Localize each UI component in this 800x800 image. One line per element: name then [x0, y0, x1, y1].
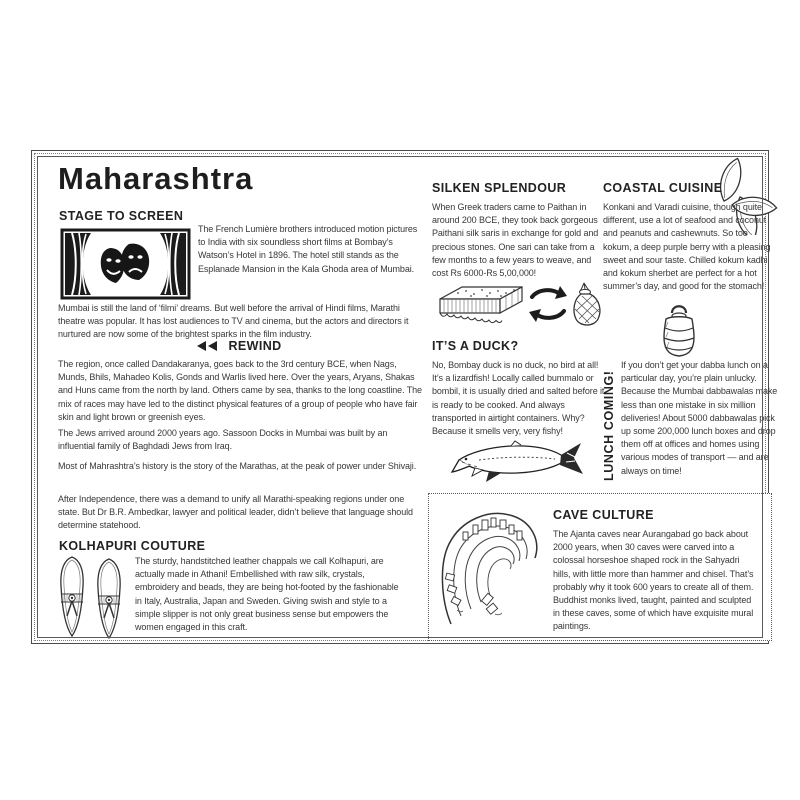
- section-heading-kolhapuri-couture: KOLHAPURI COUTURE: [59, 539, 206, 553]
- section-heading-coastal-cuisine: COASTAL CUISINE: [603, 181, 723, 195]
- ajanta-caves-icon: [437, 502, 545, 632]
- coastal-cuisine-paragraph: Konkani and Varadi cuisine, though quite different, use a lot of seafood and coconut and peanuts and cashewnuts. So too kokum, a deep purple berry with a pleasing sweet and sour taste. Chilled kokum kadhi and kokum sherbet are perfect for a hot summer’s day, and good for the stomach!: [603, 202, 771, 292]
- dabba-tiffin-icon: [659, 301, 699, 359]
- section-heading-lunch-coming: LUNCH COMING!: [602, 370, 616, 481]
- kolhapuri-couture-paragraph: The sturdy, handstitched leather chappals we call Kolhapuri, are actually made in Athani! Embellished with raw silk, crystals, embroidery and beads, they are being hot-footed by the fashionable in Italy, Australia, Japan and Sweden. Giving swish and style to a simple slipper is not only great business sense but empowers the women engaged in this craft.: [135, 556, 399, 633]
- lunch-coming-paragraph: If you don’t get your dabba lunch on a particular day, you’re plain unlucky. Because the Mumbai dabbawalas make less than one mistake in six million deliveries! About 5000 dabbawalas pick up some 200,000 lunch boxes and drop them off at offices and homes using various modes of transport — and are always on time!: [621, 360, 778, 476]
- bombay-duck-fish-icon: [449, 438, 586, 491]
- kolhapuri-chappals-icon: [55, 555, 127, 640]
- section-heading-its-a-duck: IT’S A DUCK?: [432, 339, 519, 353]
- rewind-paragraph-origins: The region, once called Dandakaranya, goes back to the 3rd century BCE, when Nags, Munds, Bhils, Mahadeo Kolis, Gonds and Warlis lived here. Over the years, Aryans, Shakas and Huns came from the north by land. Others came by sea, thanks to the long coastline. The mix of races may have led to the distinct physical features of a group of people who have fair skin and light brown or greenish eyes.: [58, 359, 422, 422]
- silken-splendour-paragraph: When Greek traders came to Paithan in around 200 BCE, they took back gorgeous Paithani silk saris in exchange for gold and precious stones. One sari can take from a few months to a few years to weave, and cost Rs 6000-Rs 5,00,000!: [432, 202, 599, 279]
- section-heading-silken-splendour: SILKEN SPLENDOUR: [432, 181, 567, 195]
- rewind-heading-row: [58, 339, 420, 353]
- rewind-paragraph-independence: After Independence, there was a demand to unify all Marathi-speaking regions under one state. But Dr B.R. Ambedkar, lawyer and political leader, didn’t believe that language should determine statehood.: [58, 494, 413, 531]
- page-title: Maharashtra: [58, 161, 254, 196]
- stage-to-screen-filmi-paragraph: Mumbai is still the land of ‘filmi’ dreams. But well before the arrival of Hindi films, Marathi theatre was popular. It has lost audiences to TV and cinema, but the actors and directors it nurtured are now some of the brightest sparks in the film industry.: [58, 303, 409, 340]
- section-heading-stage-to-screen: STAGE TO SCREEN: [59, 209, 184, 223]
- section-heading-cave-culture: CAVE CULTURE: [553, 508, 654, 522]
- section-heading-rewind: REWIND: [228, 339, 282, 353]
- silk-trade-cycle-icon: [434, 279, 602, 337]
- rewind-paragraph-jews: The Jews arrived around 2000 years ago. Sassoon Docks in Mumbai was built by an influential family of Baghdadi Jews from Iraq.: [58, 428, 388, 452]
- theatre-masks-icon: [60, 228, 191, 300]
- cave-culture-paragraph: The Ajanta caves near Aurangabad go back about 2000 years, when 30 caves were carved into a colossal horseshoe shaped rock in the Sahyadri hills, with little more than hammer and chisel. That’s probably why it took 600 years to create all of them. Buddhist monks lived, taught, painted and sculpted in these caves, some of which have exquisite mural paintings.: [553, 529, 754, 632]
- rewind-paragraph-marathas: Most of Mahrashtra’s history is the story of the Marathas, at the peak of power under Shivaji.: [58, 461, 417, 471]
- its-a-duck-paragraph: No, Bombay duck is no duck, no bird at all! It’s a lizardfish! Locally called bummalo or bombil, it is usually dried and salted before it is ready to be cooked. And always transported in airtight containers. Why? Because it smells very, very fishy!: [432, 360, 605, 437]
- cave-culture-box: [428, 493, 772, 641]
- page-border-frame: [31, 150, 778, 644]
- rewind-icon: [196, 340, 220, 352]
- stage-to-screen-intro-paragraph: The French Lumière brothers introduced motion pictures to India with six soundless short films at Bombay’s Watson’s Hotel in 1896. The hotel still stands as the Esplanade Mansion in the Kala Ghoda area of Mumbai.: [198, 224, 418, 274]
